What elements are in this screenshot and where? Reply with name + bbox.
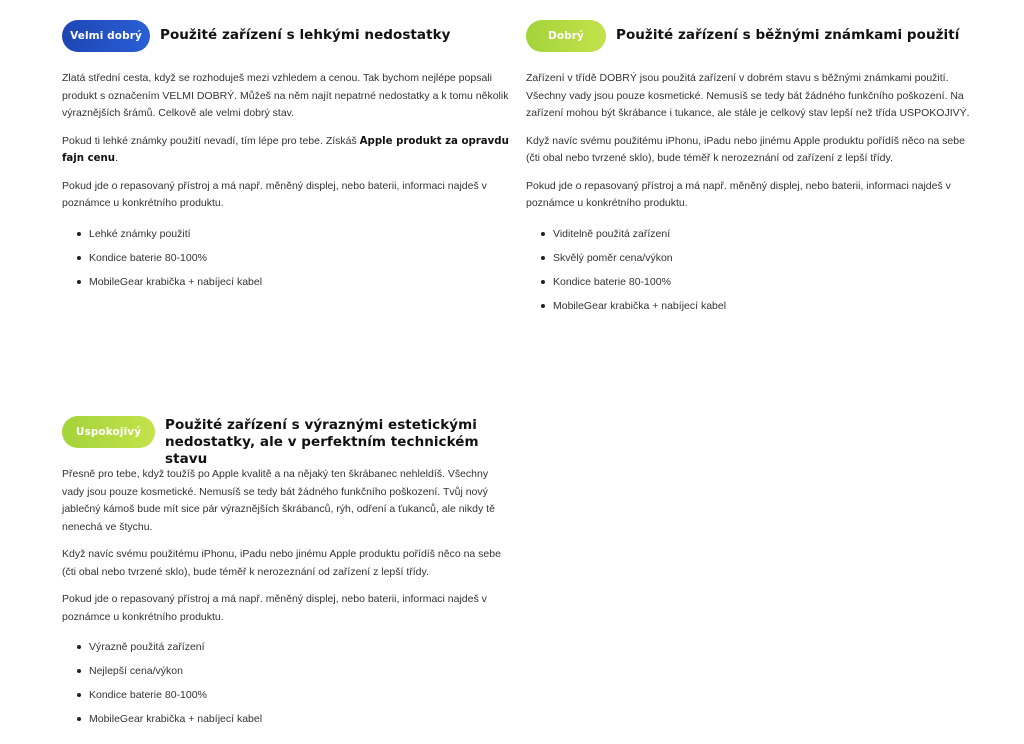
card-paragraph: Zlatá střední cesta, když se rozhoduješ mezi vzhledem a cenou. Tak bychom nejlépe popsali produkt s označením VELMI DOBRÝ. Můžeš na něm najít nepatrné nedostatky a k tomu několik výraznějších šrámů. Celkově ale velmi dobrý stav. <box>62 72 509 119</box>
list-item-text: Viditelně použitá zařízení <box>553 227 671 240</box>
bullet-dot-icon <box>77 232 81 236</box>
card-paragraph: Zařízení v třídě DOBRÝ jsou použitá zařízení v dobrém stavu s běžnými známkami použití. Všechny vady jsou pouze kosmetické. Nemusíš se tedy bát žádného funkčního poškození. Na zařízení mohou být škrábance i tukance, ale stále je celkový stav lepší než třída USPOKOJIVÝ. <box>526 72 970 119</box>
card-paragraph: Když navíc svému použitému iPhonu, iPadu nebo jinému Apple produktu pořídíš něco na sebe (čti obal nebo tvrzené sklo), bude téměř k nerozeznání od zařízení z lepší třídy. <box>526 134 965 164</box>
grade-card-velmi-dobry <box>62 20 512 289</box>
highlight-text: Apple produkt za opravdu fajn cenu <box>62 135 509 164</box>
list-item <box>526 299 976 313</box>
card-title <box>165 417 512 468</box>
grade-badge: Uspokojivý <box>62 416 155 448</box>
card-paragraph: Když navíc svému použitému iPhonu, iPadu nebo jinému Apple produktu pořídíš něco na sebe (čti obal nebo tvrzené sklo), bude téměř k nerozeznání od zařízení z lepší třídy. <box>62 548 501 578</box>
bullet-dot-icon <box>541 256 545 260</box>
feature-list <box>62 640 512 726</box>
list-item-text: Výrazně použitá zařízení <box>89 641 205 653</box>
grade-badge: Dobrý <box>526 20 606 52</box>
list-item-text: Lehké známky použití <box>89 227 191 240</box>
list-item <box>62 688 512 702</box>
bullet-dot-icon <box>541 280 545 284</box>
card-header <box>526 20 976 54</box>
grade-card-uspokojivy <box>62 416 512 726</box>
list-item <box>526 275 976 289</box>
list-item-text: Nejlepší cena/výkon <box>89 665 183 677</box>
bullet-dot-icon <box>541 304 545 308</box>
list-item <box>62 227 512 241</box>
bullet-dot-icon <box>77 280 81 284</box>
list-item <box>62 275 512 289</box>
bullet-dot-icon <box>77 717 81 721</box>
bullet-dot-icon <box>77 645 81 649</box>
list-item <box>526 227 976 241</box>
card-title: Použité zařízení s lehkými nedostatky <box>160 27 451 43</box>
bullet-dot-icon <box>77 693 81 697</box>
card-paragraph: Pokud jde o repasovaný přístroj a má např. měněný displej, nebo baterii, informaci najdeš v poznámce u konkrétního produktu. <box>62 593 487 623</box>
paragraph-text: . <box>115 152 118 164</box>
feature-list <box>526 227 976 313</box>
list-item-text: Kondice baterie 80-100% <box>89 251 207 264</box>
bullet-dot-icon <box>541 232 545 236</box>
list-item <box>62 640 512 654</box>
list-item-text: Skvělý poměr cena/výkon <box>553 251 673 264</box>
card-header <box>62 416 512 467</box>
list-item-text: Kondice baterie 80-100% <box>553 275 671 288</box>
card-header <box>62 20 512 54</box>
paragraph-text: Pokud ti lehké známky použití nevadí, tím lépe pro tebe. Získáš <box>62 134 360 147</box>
list-item <box>526 251 976 265</box>
list-item-text: Kondice baterie 80-100% <box>89 689 207 701</box>
list-item-text: MobileGear krabička + nabíjecí kabel <box>89 275 263 288</box>
list-item <box>62 664 512 678</box>
list-item <box>62 251 512 265</box>
feature-list <box>62 227 512 289</box>
grade-badge: Velmi dobrý <box>62 20 150 52</box>
card-paragraph: Pokud jde o repasovaný přístroj a má např. měněný displej, nebo baterii, informaci najdeš v poznámce u konkrétního produktu. <box>526 179 951 209</box>
card-paragraph <box>62 133 512 168</box>
card-title-line: nedostatky, ale v perfektním technickém stavu <box>165 434 479 467</box>
grade-card-dobry <box>526 20 976 313</box>
card-title-line: Použité zařízení s výraznými estetickými <box>165 417 477 433</box>
card-paragraph: Pokud jde o repasovaný přístroj a má např. měněný displej, nebo baterii, informaci najdeš v poznámce u konkrétního produktu. <box>62 179 487 209</box>
bullet-dot-icon <box>77 669 81 673</box>
bullet-dot-icon <box>77 256 81 260</box>
card-paragraph: Přesně pro tebe, když toužíš po Apple kvalitě a na nějaký ten škrábanec nehleldíš. Všechny vady jsou pouze kosmetické. Nemusíš se tedy bát žádného funkčního poškození. Tvůj nový jablečný kámoš bude mít sice pár výraznějších škrábanců, rýh, odření a ťukanců, ale nikdy tě nenechá ve štychu. <box>62 468 495 533</box>
list-item-text: MobileGear krabička + nabíjecí kabel <box>89 713 263 725</box>
list-item <box>62 712 512 726</box>
card-title: Použité zařízení s běžnými známkami použití <box>616 27 960 43</box>
list-item-text: MobileGear krabička + nabíjecí kabel <box>553 299 727 312</box>
